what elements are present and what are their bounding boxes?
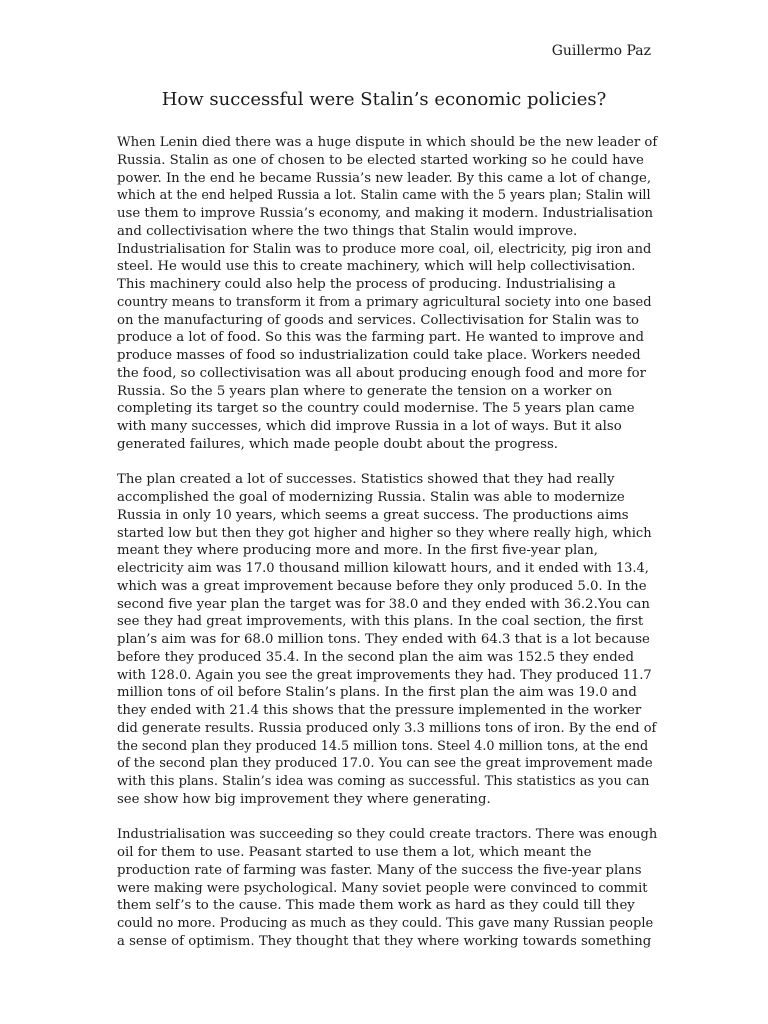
text-line: see show how big improvement they where generating.	[117, 791, 491, 807]
text-line: the food, so collectivisation was all about producing enough food and more for	[117, 365, 646, 381]
text-line: see they had great improvements, with this plans. In the coal section, the first	[117, 614, 644, 630]
text-line: production rate of farming was faster. Many of the success the five-year plans	[117, 862, 642, 878]
paragraph	[117, 134, 657, 454]
text-line: electricity aim was 17.0 thousand million kilowatt hours, and it ended with 13.4,	[117, 561, 649, 576]
text-line: second five year plan the target was for 38.0 and they ended with 36.2.You can	[117, 596, 650, 612]
text-line: they ended with 21.4 this shows that the pressure implemented in the worker	[117, 703, 642, 718]
text-line: which at the end helped Russia a lot. Stalin came with the 5 years plan; Stalin will	[117, 188, 651, 204]
text-line: could no more. Producing as much as they could. This gave many Russian people	[117, 916, 654, 931]
text-line: use them to improve Russia’s economy, and making it modern. Industrialisation	[117, 206, 654, 221]
text-line: and collectivisation where the two things that Stalin would improve.	[117, 223, 578, 239]
text-line: with this plans. Stalin’s idea was coming as successful. This statistics as you can	[117, 774, 650, 789]
text-line: were making were psychological. Many soviet people were convinced to commit	[117, 880, 648, 896]
paragraph	[117, 826, 657, 950]
text-line: country means to transform it from a primary agricultural society into one based	[117, 294, 652, 310]
text-line: with many successes, which did improve Russia in a lot of ways. But it also	[117, 419, 622, 434]
text-line: them self’s to the cause. This made them work as hard as they could till they	[117, 898, 635, 914]
author-name: Guillermo Paz	[551, 43, 651, 59]
text-line: before they produced 35.4. In the second plan the aim was 152.5 they ended	[117, 649, 634, 665]
paragraph	[117, 471, 657, 808]
text-line: power. In the end he became Russia’s new leader. By this came a lot of change,	[117, 170, 652, 186]
text-line: generated failures, which made people doubt about the progress.	[117, 436, 558, 452]
text-line: When Lenin died there was a huge dispute in which should be the new leader of	[117, 135, 658, 150]
text-line: produce a lot of food. So this was the farming part. He wanted to improve and	[117, 330, 644, 346]
page-title: How successful were Stalin’s economic policies?	[161, 89, 607, 110]
text-line: oil for them to use. Peasant started to use them a lot, which meant the	[117, 845, 592, 860]
text-line: a sense of optimism. They thought that they where working towards something	[117, 933, 652, 949]
text-line: produce masses of food so industrialization could take place. Workers needed	[117, 348, 641, 363]
text-line: Russia in only 10 years, which seems a great success. The productions aims	[117, 507, 629, 523]
text-line: meant they where producing more and more. In the first five-year plan,	[117, 543, 598, 559]
document-body	[117, 134, 657, 968]
text-line: Industrialisation for Stalin was to produce more coal, oil, electricity, pig iron and	[117, 241, 652, 257]
text-line: The plan created a lot of successes. Statistics showed that they had really	[117, 472, 615, 488]
text-line: This machinery could also help the process of producing. Industrialising a	[117, 277, 616, 292]
text-line: on the manufacturing of goods and services. Collectivisation for Stalin was to	[117, 312, 640, 328]
text-line: which was a great improvement because before they only produced 5.0. In the	[117, 578, 647, 594]
text-line: Industrialisation was succeeding so they could create tractors. There was enough	[117, 827, 658, 843]
text-line: Russia. So the 5 years plan where to generate the tension on a worker on	[117, 383, 613, 399]
text-line: the second plan they produced 14.5 million tons. Steel 4.0 million tons, at the end	[117, 738, 649, 754]
text-line: million tons of oil before Stalin’s plans. In the first plan the aim was 19.0 and	[117, 685, 637, 701]
text-line: completing its target so the country could modernise. The 5 years plan came	[117, 401, 635, 417]
text-line: accomplished the goal of modernizing Russia. Stalin was able to modernize	[117, 490, 625, 505]
text-line: of the second plan they produced 17.0. You can see the great improvement made	[117, 756, 653, 772]
text-line: Russia. Stalin as one of chosen to be elected started working so he could have	[117, 152, 644, 168]
text-line: plan’s aim was for 68.0 million tons. They ended with 64.3 that is a lot because	[117, 632, 650, 647]
text-line: started low but then they got higher and higher so they where really high, which	[117, 525, 652, 541]
text-line: did generate results. Russia produced only 3.3 millions tons of iron. By the end of	[117, 720, 657, 736]
text-line: steel. He would use this to create machinery, which will help collectivisation.	[117, 259, 636, 275]
text-line: with 128.0. Again you see the great improvements they had. They produced 11.7	[117, 667, 652, 683]
